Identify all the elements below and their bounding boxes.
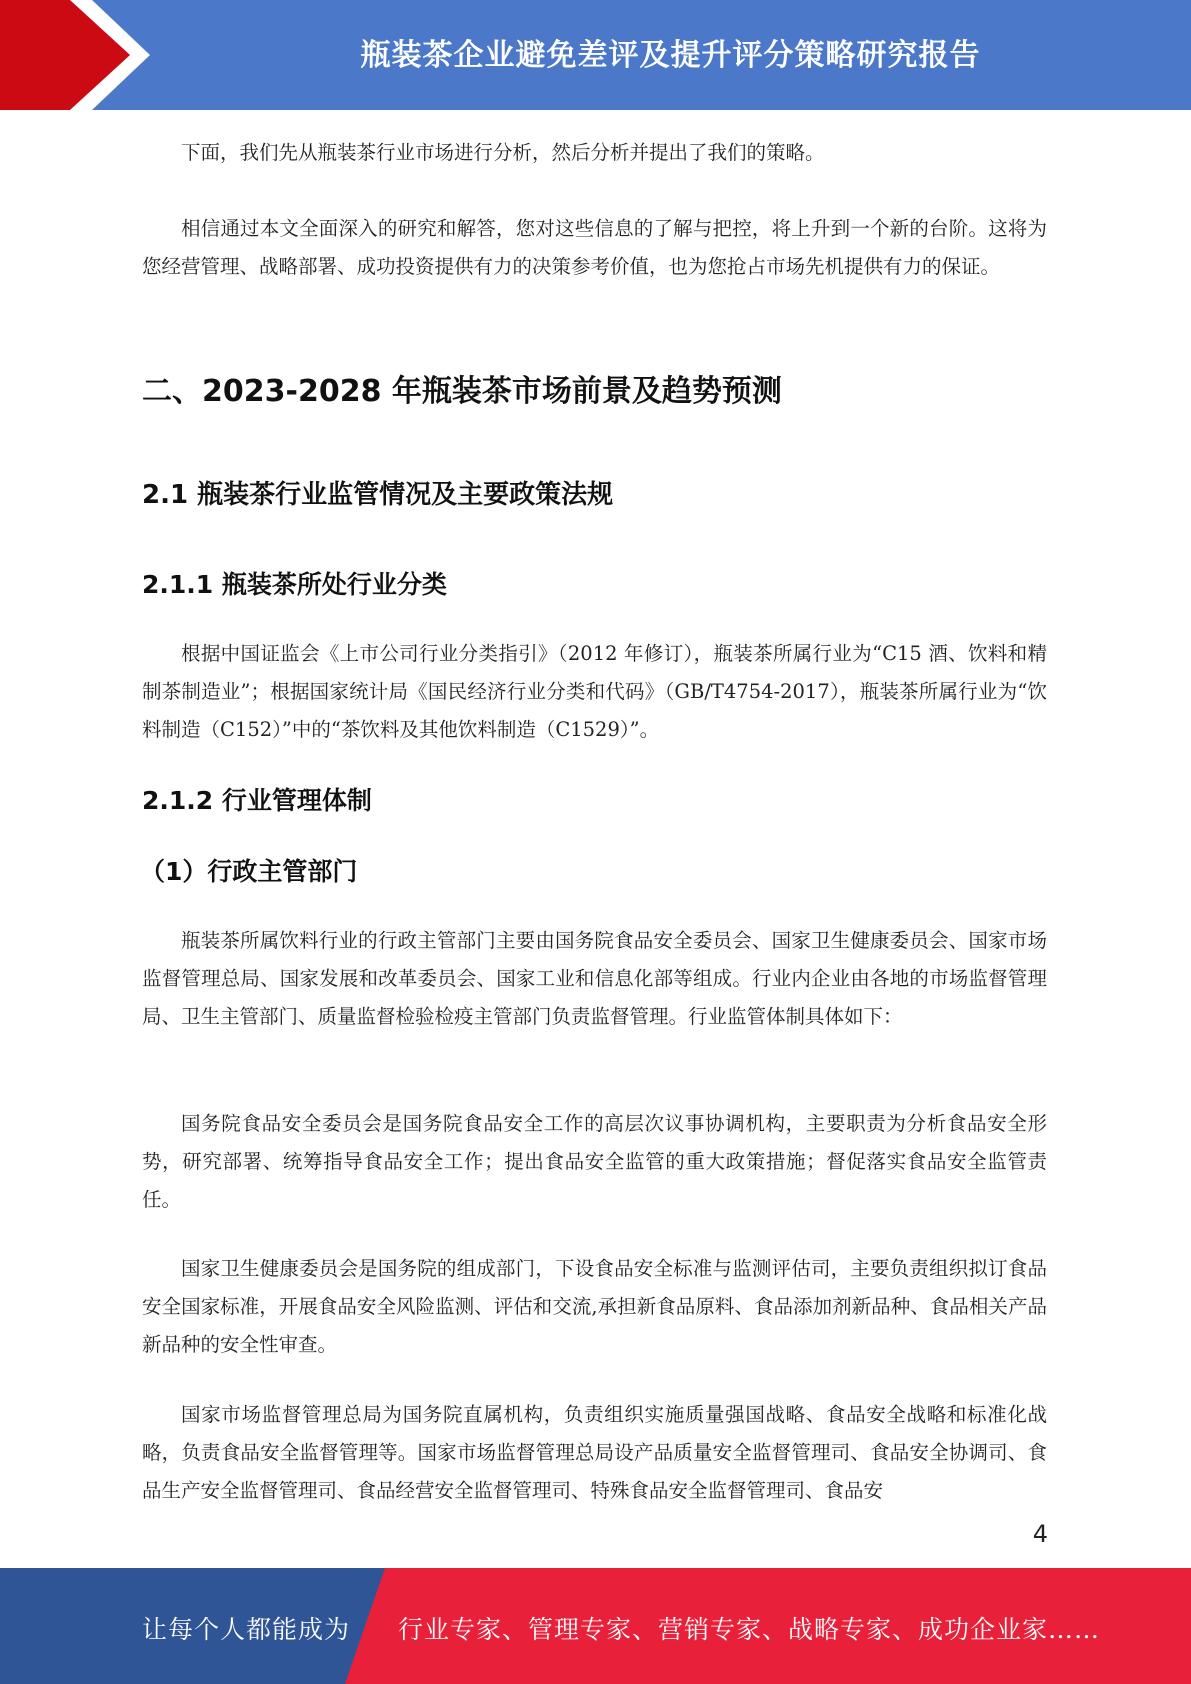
section-2-1-heading: 2.1 瓶装茶行业监管情况及主要政策法规 bbox=[142, 480, 614, 510]
section-2-1-1-heading: 2.1.1 瓶装茶所处行业分类 bbox=[142, 570, 447, 599]
footer-banner bbox=[0, 1568, 1191, 1684]
food-safety-council-paragraph: 国务院食品安全委员会是国务院食品安全工作的高层次议事协调机构，主要职责为分析食品安全形势，研究部署、统筹指导食品安全工作；提出食品安全监管的重大政策措施；督促落实食品安全监管责任。 bbox=[142, 1112, 1047, 1211]
industry-classification-paragraph: 根据中国证监会《上市公司行业分类指引》（2012 年修订），瓶装茶所属行业为“C15 酒、饮料和精制茶制造业”；根据国家统计局《国民经济行业分类和代码》（GB/T4754-2017），瓶装茶所属行业为“饮料制造（C152）”中的“茶饮料及其他饮料制造（C1529）”。 bbox=[142, 642, 1047, 741]
section-2-1-2-heading: 2.1.2 行业管理体制 bbox=[142, 786, 372, 815]
health-commission-paragraph: 国家卫生健康委员会是国务院的组成部门，下设食品安全标准与监测评估司，主要负责组织拟订食品安全国家标准，开展食品安全风险监测、评估和交流,承担新食品原料、食品添加剂新品种、食品相关产品新品种的安全性审查。 bbox=[142, 1257, 1047, 1356]
report-title: 瓶装茶企业避免差评及提升评分策略研究报告 bbox=[360, 38, 981, 73]
header-banner bbox=[0, 0, 1191, 110]
market-regulation-paragraph: 国家市场监督管理总局为国务院直属机构，负责组织实施质量强国战略、食品安全战略和标准化战略，负责食品安全监督管理等。国家市场监督管理总局设产品质量安全监督管理司、食品安全协调司、食品生产安全监督管理司、食品经营安全监督管理司、特殊食品安全监督管理司、食品安 bbox=[142, 1403, 1047, 1502]
admin-dept-heading: （1）行政主管部门 bbox=[140, 857, 358, 886]
intro-paragraph-1: 下面，我们先从瓶装茶行业市场进行分析，然后分析并提出了我们的策略。 bbox=[181, 141, 825, 164]
footer-slogan-right: 行业专家、管理专家、营销专家、战略专家、成功企业家…… bbox=[398, 1615, 1101, 1644]
admin-dept-paragraph: 瓶装茶所属饮料行业的行政主管部门主要由国务院食品安全委员会、国家卫生健康委员会、国家市场监督管理总局、国家发展和改革委员会、国家工业和信息化部等组成。行业内企业由各地的市场监督管理局、卫生主管部门、质量监督检验检疫主管部门负责监督管理。行业监管体制具体如下： bbox=[142, 929, 1047, 1028]
page-number: 4 bbox=[1032, 1520, 1048, 1548]
footer-slogan-left: 让每个人都能成为 bbox=[142, 1615, 351, 1644]
intro-paragraph-2: 相信通过本文全面深入的研究和解答，您对这些信息的了解与把控，将上升到一个新的台阶。这将为您经营管理、战略部署、成功投资提供有力的决策参考价值，也为您抢占市场先机提供有力的保证。 bbox=[142, 217, 1047, 278]
section-2-heading: 二、2023-2028 年瓶装茶市场前景及趋势预测 bbox=[142, 374, 782, 409]
